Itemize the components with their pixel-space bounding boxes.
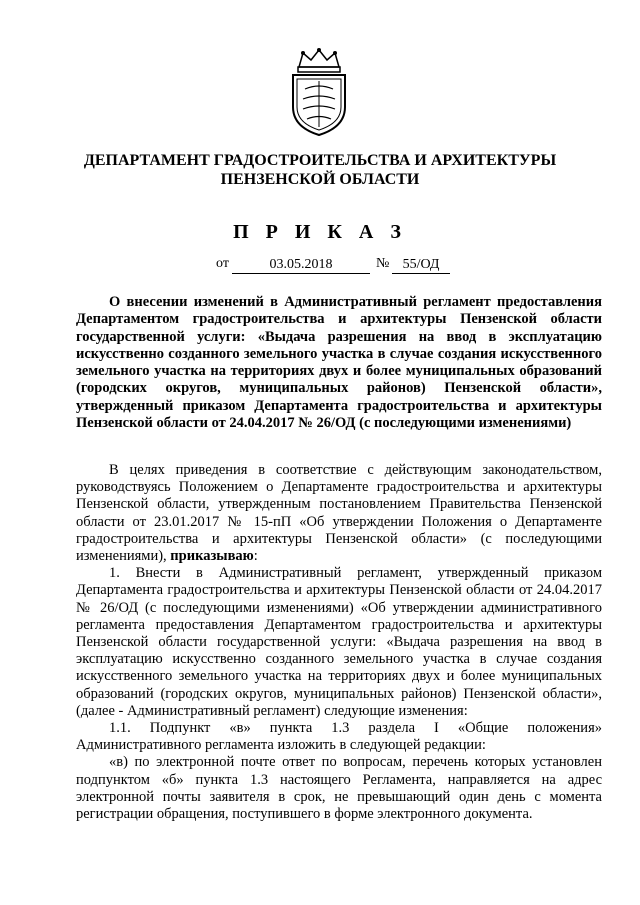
item-1-1-paragraph: 1.1. Подпункт «в» пункта 1.3 раздела I «Общие положения» Административного регламента изложить в следующей редакции:	[76, 720, 602, 754]
order-subject	[76, 294, 602, 432]
number-label: №	[376, 256, 390, 271]
orders-word: приказываю	[170, 548, 254, 565]
preamble-paragraph	[76, 462, 602, 565]
department-title	[60, 151, 580, 189]
date-label: от	[216, 256, 229, 271]
penza-coat-of-arms-icon	[283, 47, 355, 137]
order-number: 55/ОД	[392, 256, 450, 274]
order-title: П Р И К А З	[233, 221, 407, 243]
preamble-text: В целях приведения в соответствие с действующим законодательством, руководствуясь Положением о Департаменте градостроительства и архитектуры Пензенской области, утвержденным постановлением Правительства Пензенской области от 23.01.2017 № 15-пП «Об утверждении Положения о Департаменте градостроительства и архитектуры Пензенской области» (с последующими изменениями),	[76, 462, 602, 565]
department-title-line1: ДЕПАРТАМЕНТ ГРАДОСТРОИТЕЛЬСТВА И АРХИТЕКТУРЫ	[83, 152, 557, 169]
order-body	[76, 462, 602, 823]
order-date: 03.05.2018	[232, 256, 370, 274]
order-date-number-row	[0, 256, 640, 276]
orders-colon: :	[253, 548, 258, 565]
department-title-line2: ПЕНЗЕНСКОЙ ОБЛАСТИ	[220, 171, 420, 188]
order-subject-text: О внесении изменений в Административный регламент предоставления Департаментом градостроительства и архитектуры Пензенской области государственной услуги: «Выдача разрешения на ввод в эксплуатацию искусственно созданного земельного участка в случае создания искусственного земельного участка на территориях двух и более муниципальных образований (городских округов, муниципальных районов) Пензенской области», утвержденный приказом Департамента градостроительства и архитектуры Пензенской области от 24.04.2017 № 26/ОД (с последующими изменениями)	[76, 294, 602, 432]
quote-paragraph: «в) по электронной почте ответ по вопросам, перечень которых установлен подпунктом «б» пункта 1.3 настоящего Регламента, направляется на адрес электронной почты заявителя в срок, не превышающий один день с момента регистрации обращения, поступившего в форме электронного документа.	[76, 754, 602, 823]
item-1-paragraph: 1. Внести в Административный регламент, утвержденный приказом Департамента градостроительства и архитектуры Пензенской области от 24.04.2017 № 26/ОД (с последующими изменениями) «Об утверждении административного регламента предоставления Департаментом градостроительства и архитектуры Пензенской области государственной услуги: «Выдача разрешения на ввод в эксплуатацию искусственно созданного земельного участка в случае создания искусственного земельного участка на территориях двух и более муниципальных образований (городских округов, муниципальных районов) Пензенской области», (далее - Административный регламент) следующие изменения:	[76, 565, 602, 719]
